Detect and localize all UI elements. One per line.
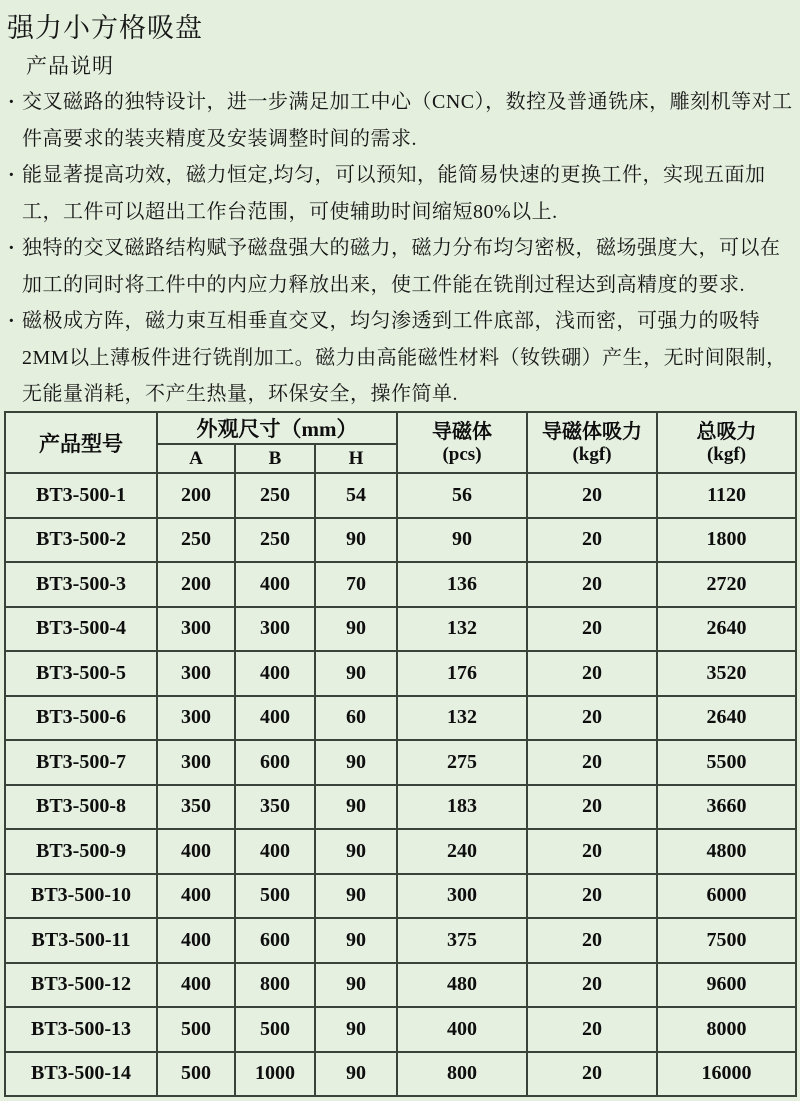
value-cell: 20 [527,918,657,963]
model-cell: BT3-500-9 [5,829,157,874]
value-cell: 20 [527,473,657,518]
value-cell: 90 [315,963,397,1008]
value-cell: 6000 [657,874,796,919]
spec-table-header [5,412,796,473]
table-row [5,518,796,563]
value-cell: 20 [527,607,657,652]
col-header-conductor-label: 导磁体 [432,420,493,443]
description-bullet-2: · 能显著提高功效，磁力恒定,均匀，可以预知，能简易快速的更换工件，实现五面加工，工件可以超出工作台范围，可使辅助时间缩短80%以上. [8,157,797,230]
value-cell: 20 [527,963,657,1008]
model-cell: BT3-500-6 [5,696,157,741]
value-cell: 400 [397,1007,527,1052]
value-cell: 3520 [657,651,796,696]
model-cell: BT3-500-8 [5,785,157,830]
value-cell: 800 [235,963,315,1008]
model-cell: BT3-500-2 [5,518,157,563]
value-cell: 300 [157,696,235,741]
col-header-total-force-unit: (kgf) [706,443,747,465]
model-cell: BT3-500-1 [5,473,157,518]
value-cell: 300 [235,607,315,652]
col-header-total-force-label: 总吸力 [696,420,757,443]
table-row [5,607,796,652]
table-row [5,1007,796,1052]
table-row [5,963,796,1008]
value-cell: 350 [157,785,235,830]
value-cell: 400 [235,829,315,874]
value-cell: 90 [315,785,397,830]
col-header-total-force [657,412,796,473]
value-cell: 500 [235,874,315,919]
value-cell: 70 [315,562,397,607]
value-cell: 400 [157,829,235,874]
value-cell: 400 [235,651,315,696]
value-cell: 250 [235,473,315,518]
value-cell: 54 [315,473,397,518]
value-cell: 2720 [657,562,796,607]
col-header-conductor-force [527,412,657,473]
value-cell: 480 [397,963,527,1008]
table-row [5,1052,796,1097]
col-header-dim-b: B [235,444,315,473]
value-cell: 275 [397,740,527,785]
value-cell: 183 [397,785,527,830]
value-cell: 400 [157,918,235,963]
value-cell: 4800 [657,829,796,874]
value-cell: 1000 [235,1052,315,1097]
value-cell: 300 [157,740,235,785]
value-cell: 56 [397,473,527,518]
value-cell: 20 [527,829,657,874]
value-cell: 90 [315,518,397,563]
model-cell: BT3-500-7 [5,740,157,785]
col-header-conductor-force-label: 导磁体吸力 [542,420,643,443]
col-header-model: 产品型号 [5,412,157,473]
value-cell: 350 [235,785,315,830]
value-cell: 136 [397,562,527,607]
product-description [8,84,797,413]
spec-table [4,411,797,1097]
table-row [5,785,796,830]
value-cell: 200 [157,473,235,518]
col-header-conductor [397,412,527,473]
table-row [5,562,796,607]
value-cell: 300 [157,651,235,696]
value-cell: 90 [315,1052,397,1097]
value-cell: 200 [157,562,235,607]
spec-table-body [5,473,796,1096]
value-cell: 90 [315,1007,397,1052]
value-cell: 8000 [657,1007,796,1052]
value-cell: 90 [315,651,397,696]
value-cell: 90 [397,518,527,563]
value-cell: 20 [527,651,657,696]
model-cell: BT3-500-13 [5,1007,157,1052]
description-bullet-4: · 磁极成方阵，磁力束互相垂直交叉，均匀渗透到工件底部，浅而密，可强力的吸特2MM以上薄板件进行铣削加工。磁力由高能磁性材料（钕铁硼）产生，无时间限制，无能量消耗，不产生热量，环保安全，操作简单. [8,303,797,413]
value-cell: 16000 [657,1052,796,1097]
value-cell: 20 [527,696,657,741]
value-cell: 20 [527,1052,657,1097]
col-header-dim-a: A [157,444,235,473]
value-cell: 600 [235,918,315,963]
model-cell: BT3-500-3 [5,562,157,607]
value-cell: 500 [157,1052,235,1097]
value-cell: 5500 [657,740,796,785]
value-cell: 90 [315,874,397,919]
value-cell: 400 [235,562,315,607]
col-header-conductor-unit: (pcs) [442,443,482,465]
value-cell: 250 [235,518,315,563]
value-cell: 20 [527,874,657,919]
value-cell: 20 [527,1007,657,1052]
value-cell: 800 [397,1052,527,1097]
model-cell: BT3-500-5 [5,651,157,696]
table-row [5,829,796,874]
value-cell: 132 [397,607,527,652]
value-cell: 300 [397,874,527,919]
col-header-conductor-force-unit: (kgf) [572,443,612,465]
description-bullet-3: · 独特的交叉磁路结构赋予磁盘强大的磁力，磁力分布均匀密极，磁场强度大，可以在加工的同时将工件中的内应力释放出来，使工件能在铣削过程达到高精度的要求. [8,230,797,303]
value-cell: 500 [157,1007,235,1052]
table-row [5,918,796,963]
value-cell: 132 [397,696,527,741]
value-cell: 60 [315,696,397,741]
table-row [5,473,796,518]
value-cell: 90 [315,740,397,785]
model-cell: BT3-500-11 [5,918,157,963]
value-cell: 7500 [657,918,796,963]
value-cell: 240 [397,829,527,874]
value-cell: 20 [527,785,657,830]
page-title: 强力小方格吸盘 [7,13,203,43]
value-cell: 20 [527,740,657,785]
value-cell: 250 [157,518,235,563]
value-cell: 375 [397,918,527,963]
value-cell: 2640 [657,696,796,741]
table-row [5,651,796,696]
section-subtitle: 产品说明 [26,54,114,78]
value-cell: 20 [527,562,657,607]
description-bullet-1: · 交叉磁路的独特设计，进一步满足加工中心（CNC），数控及普通铣床，雕刻机等对工件高要求的装夹精度及安装调整时间的需求. [8,84,797,157]
value-cell: 400 [157,874,235,919]
value-cell: 600 [235,740,315,785]
model-cell: BT3-500-12 [5,963,157,1008]
value-cell: 9600 [657,963,796,1008]
value-cell: 300 [157,607,235,652]
value-cell: 1800 [657,518,796,563]
value-cell: 90 [315,607,397,652]
model-cell: BT3-500-10 [5,874,157,919]
col-header-dim-h: H [315,444,397,473]
table-row [5,740,796,785]
value-cell: 90 [315,829,397,874]
table-row [5,874,796,919]
value-cell: 500 [235,1007,315,1052]
value-cell: 176 [397,651,527,696]
value-cell: 400 [157,963,235,1008]
value-cell: 3660 [657,785,796,830]
value-cell: 90 [315,918,397,963]
model-cell: BT3-500-4 [5,607,157,652]
value-cell: 20 [527,518,657,563]
value-cell: 1120 [657,473,796,518]
value-cell: 400 [235,696,315,741]
model-cell: BT3-500-14 [5,1052,157,1097]
value-cell: 2640 [657,607,796,652]
col-header-dimensions-group: 外观尺寸（mm） [157,412,397,444]
table-row [5,696,796,741]
